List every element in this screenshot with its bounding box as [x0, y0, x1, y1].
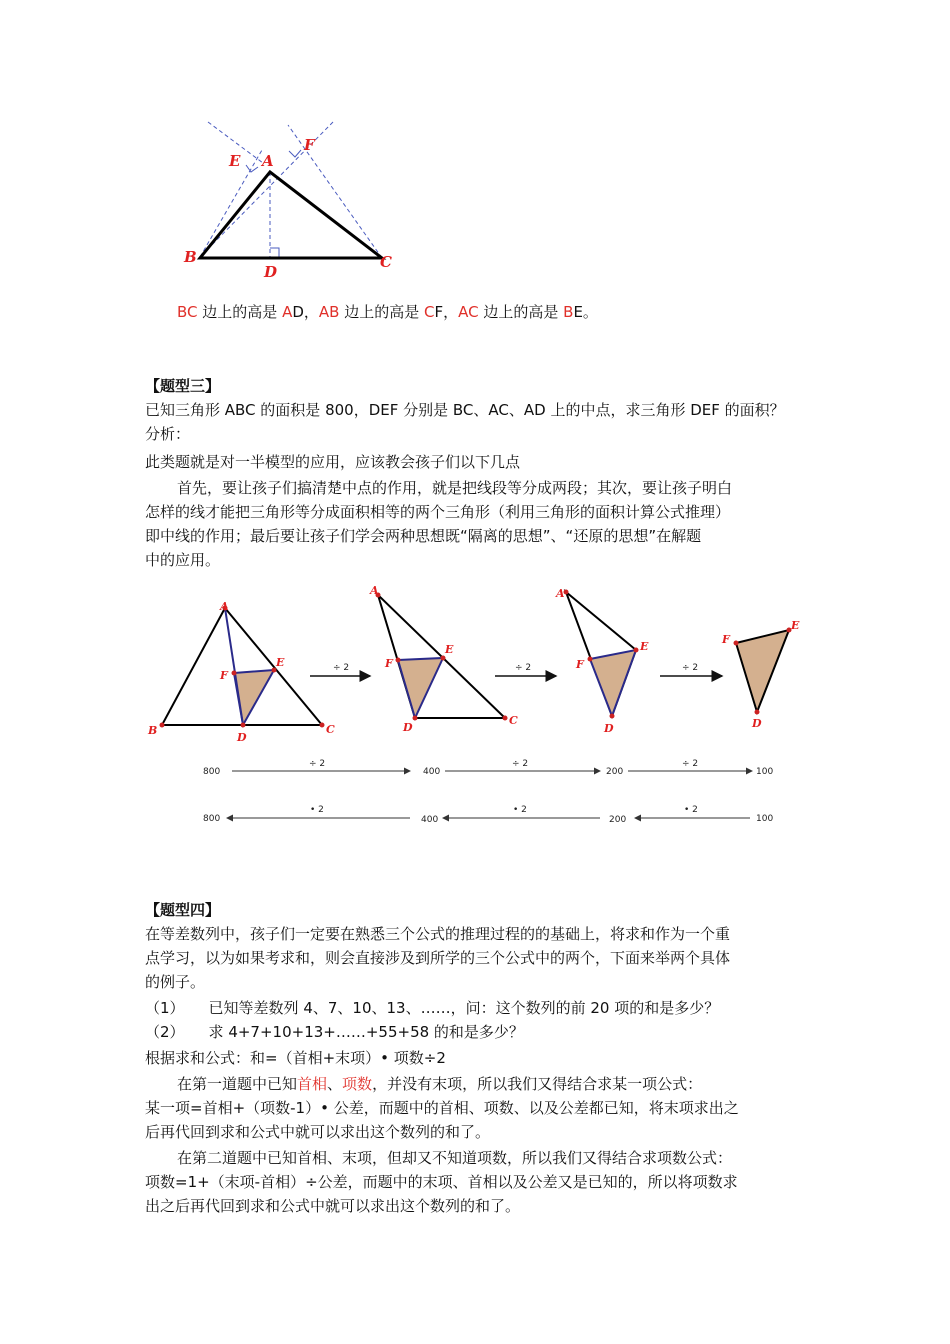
value-label: 100 [756, 814, 774, 824]
section3-para-line: 首先，要让孩子们搞清楚中点的作用，就是把线段等分成两段；其次，要让孩子明白 [177, 479, 733, 497]
label-c: C [509, 714, 518, 727]
section3-para-line: 即中线的作用；最后要让孩子们学会两种思想既“隔离的思想”、“还原的思想”在解题 [145, 527, 702, 545]
para1-line: 后再代回到求和公式中就可以求出这个数列的和了。 [145, 1123, 491, 1141]
label-d: D [604, 722, 614, 735]
item-number: （1） [145, 999, 185, 1017]
label-d: D [752, 717, 762, 730]
para1-line: 某一项=首相+（项数-1）• 公差，而题中的首相、项数、以及公差都已知，将末项求出之 [145, 1099, 739, 1117]
value-label: 800 [203, 814, 221, 824]
example-item-2 [145, 1020, 524, 1044]
right-angle-e-mark [246, 165, 258, 172]
section3-para-line: 怎样的线才能把三角形等分成面积相等的两个三角形（利用三角形的面积计算公式推理） [145, 503, 731, 521]
label-e: E [791, 619, 800, 632]
label-a: A [370, 584, 379, 597]
label-c: C [326, 723, 335, 736]
label-f: F [385, 657, 393, 670]
section3-para-line: 中的应用。 [145, 551, 221, 569]
section4-intro-line: 在等差数列中，孩子们一定要在熟悉三个公式的推理过程的的基础上，将求和作为一个重 [145, 925, 731, 943]
triangle-adc [369, 584, 518, 734]
section3-analysis: 分析： [145, 425, 191, 443]
label-e: E [276, 656, 285, 669]
triangle-def-shaded [398, 658, 443, 718]
example-item-1 [145, 996, 719, 1020]
section3-heading: 【题型三】 [145, 377, 221, 395]
value-label: 400 [421, 815, 439, 825]
section4-intro-line: 的例子。 [145, 973, 206, 991]
divide-label: ÷ 2 [333, 663, 350, 673]
label-d: D [403, 721, 413, 734]
multiply-label: • 2 [684, 805, 698, 815]
para2-line: 在第二道题中已知首相、末项，但却又不知道项数，所以我们又得结合求项数公式： [177, 1149, 733, 1167]
value-label: 200 [606, 767, 624, 777]
divide-label: ÷ 2 [309, 759, 326, 769]
label-c: C [380, 253, 392, 271]
para2-line: 出之后再代回到求和公式中就可以求出这个数列的和了。 [145, 1197, 521, 1215]
label-e: E [640, 640, 649, 653]
triangle-def-alone [721, 619, 800, 730]
divide-label: ÷ 2 [682, 663, 699, 673]
label-a: A [556, 587, 565, 600]
triangle-def-shaded [234, 670, 274, 725]
label-e: E [445, 643, 454, 656]
triangle-def-shaded [590, 650, 636, 716]
section3-intro: 此类题就是对一半模型的应用，应该教会孩子们以下几点 [145, 453, 521, 471]
section4-heading: 【题型四】 [145, 901, 221, 919]
value-label: 100 [756, 767, 774, 777]
halving-figure [0, 575, 950, 840]
para1-line: 在第一道题中已知首相、项数，并没有末项，所以我们又得结合求某一项公式： [177, 1075, 703, 1093]
multiply-label: • 2 [513, 805, 527, 815]
divide-label: ÷ 2 [512, 759, 529, 769]
item-text: 求 4+7+10+13+……+55+58 的和是多少？ [208, 1023, 524, 1041]
label-f: F [304, 136, 315, 154]
triangle-ade [555, 587, 649, 735]
right-angle-f-mark [289, 150, 301, 157]
value-label: 400 [423, 767, 441, 777]
divide-label: ÷ 2 [515, 663, 532, 673]
triangle-abc-full [147, 600, 335, 744]
triangle-heights-figure [0, 0, 950, 300]
label-f: F [576, 658, 584, 671]
sum-formula: 根据求和公式：和=（首相+末项）• 项数÷2 [145, 1049, 446, 1067]
section4-intro-line: 点学习，以为如果考求和，则会直接涉及到所学的三个公式中的两个，下面来举两个具体 [145, 949, 731, 967]
label-e: E [229, 152, 241, 170]
label-a: A [220, 600, 229, 613]
extension-ca-line [288, 125, 382, 258]
label-b: B [184, 248, 197, 266]
item-text: 已知等差数列 4、7、10、13、……，问：这个数列的前 20 项的和是多少？ [208, 999, 720, 1017]
triangle-def-shaded [736, 630, 789, 712]
label-d: D [264, 263, 278, 281]
value-label: 800 [203, 767, 221, 777]
label-a: A [262, 152, 274, 170]
para2-line: 项数=1+（末项-首相）÷公差，而题中的末项、首相以及公差又是已知的，所以将项数求 [145, 1173, 738, 1191]
label-d: D [237, 731, 247, 744]
multiply-label: • 2 [310, 805, 324, 815]
label-b: B [148, 724, 158, 737]
divide-label: ÷ 2 [682, 759, 699, 769]
label-f: F [722, 633, 730, 646]
section3-question: 已知三角形 ABC 的面积是 800，DEF 分别是 BC、AC、AD 上的中点，求三角形 DEF 的面积？ [145, 401, 785, 419]
label-f: F [220, 669, 228, 682]
heights-caption: BC 边上的高是 AD，AB 边上的高是 CF，AC 边上的高是 BE。 [177, 303, 598, 321]
item-number: （2） [145, 1023, 185, 1041]
triangle-abc [200, 172, 382, 258]
value-label: 200 [609, 815, 627, 825]
